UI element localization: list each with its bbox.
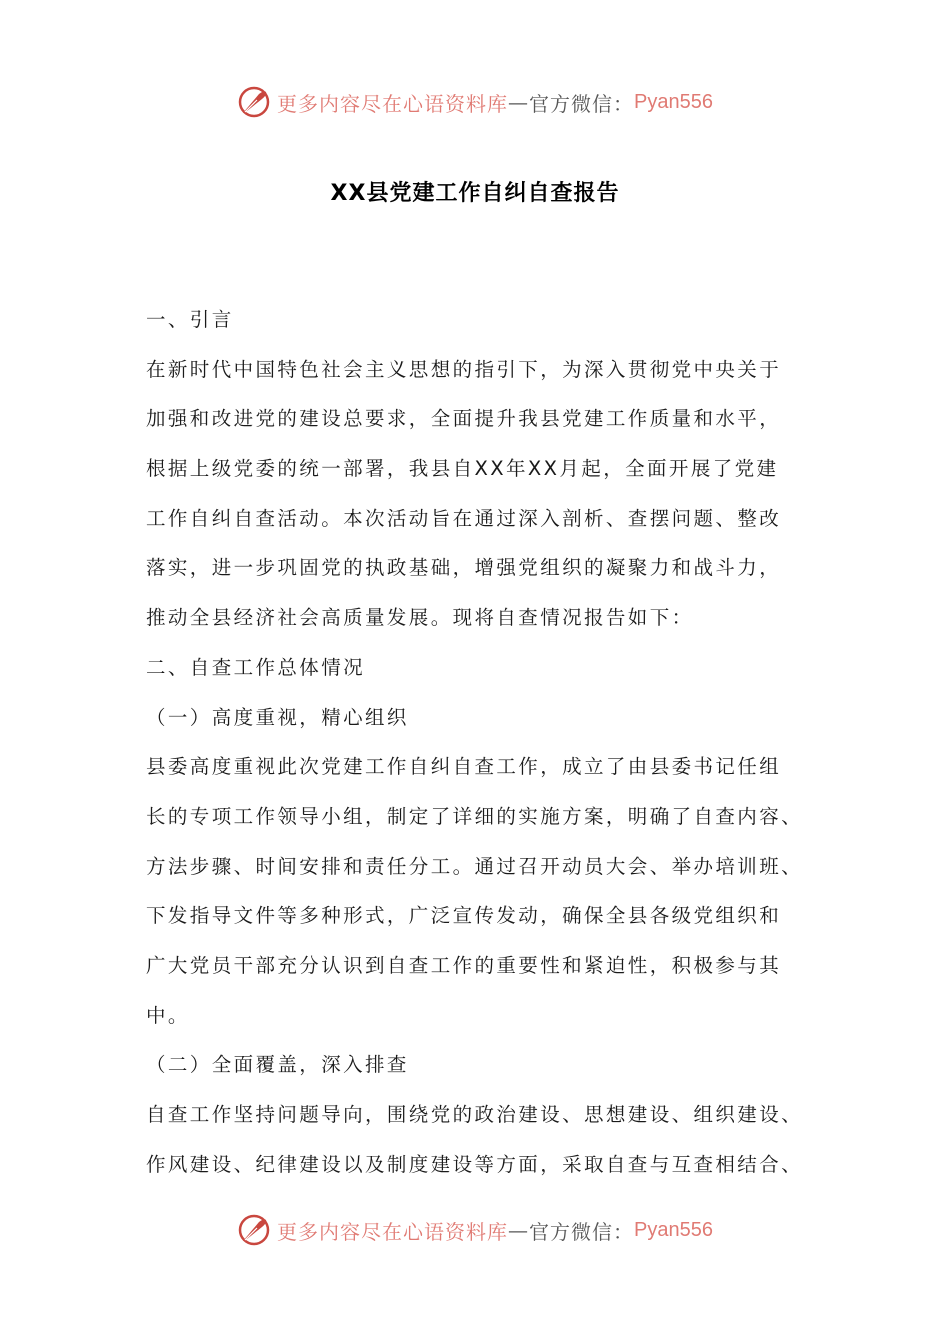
paragraph-line: 下发指导文件等多种形式，广泛宣传发动，确保全县各级党组织和	[146, 904, 782, 928]
paragraph-line: 落实，进一步巩固党的执政基础，增强党组织的凝聚力和战斗力，	[146, 556, 782, 580]
paragraph-line: 根据上级党委的统一部署，我县自XX年XX月起，全面开展了党建	[146, 457, 779, 481]
paragraph-line: 方法步骤、时间安排和责任分工。通过召开动员大会、举办培训班、	[146, 854, 804, 878]
section-heading: 一、引言	[146, 308, 234, 331]
paragraph-line: 县委高度重视此次党建工作自纠自查工作，成立了由县委书记任组	[146, 755, 782, 779]
watermark-wechat-id: Pyan556	[634, 1218, 713, 1241]
watermark-dash: —	[508, 1218, 530, 1242]
quill-logo-icon	[237, 1213, 271, 1247]
paragraph-line: 长的专项工作领导小组，制定了详细的实施方案，明确了自查内容、	[146, 804, 804, 828]
document-title: XX县党建工作自纠自查报告	[330, 181, 620, 206]
document-body	[146, 300, 836, 1194]
paragraph-line: 中。	[146, 1003, 190, 1027]
paragraph-line: 作风建设、纪律建设以及制度建设等方面，采取自查与互查相结合、	[146, 1152, 804, 1176]
subsection-heading: （二）全面覆盖，深入排查	[146, 1053, 409, 1077]
paragraph-line: 自查工作坚持问题导向，围绕党的政治建设、思想建设、组织建设、	[146, 1103, 804, 1126]
watermark-banner-top	[0, 80, 950, 124]
watermark-wechat-label: 官方微信：	[529, 1219, 635, 1244]
quill-logo-icon	[237, 85, 271, 119]
watermark-wechat-label: 官方微信：	[529, 91, 635, 116]
watermark-dash: —	[508, 90, 530, 114]
watermark-text: 更多内容尽在心语资料库	[277, 1219, 509, 1244]
watermark-text: 更多内容尽在心语资料库	[277, 91, 509, 116]
paragraph-line: 在新时代中国特色社会主义思想的指引下，为深入贯彻党中央关于	[146, 357, 782, 381]
watermark-banner-bottom	[0, 1208, 950, 1252]
subsection-heading: （一）高度重视，精心组织	[146, 705, 409, 729]
paragraph-line: 广大党员干部充分认识到自查工作的重要性和紧迫性，积极参与其	[146, 953, 782, 977]
paragraph-line: 加强和改进党的建设总要求，全面提升我县党建工作质量和水平，	[146, 407, 782, 431]
paragraph-line: 工作自纠自查活动。本次活动旨在通过深入剖析、查摆问题、整改	[146, 506, 782, 530]
section-heading: 二、自查工作总体情况	[146, 655, 366, 679]
watermark-wechat-id: Pyan556	[634, 90, 713, 113]
paragraph-line: 推动全县经济社会高质量发展。现将自查情况报告如下：	[146, 606, 694, 630]
